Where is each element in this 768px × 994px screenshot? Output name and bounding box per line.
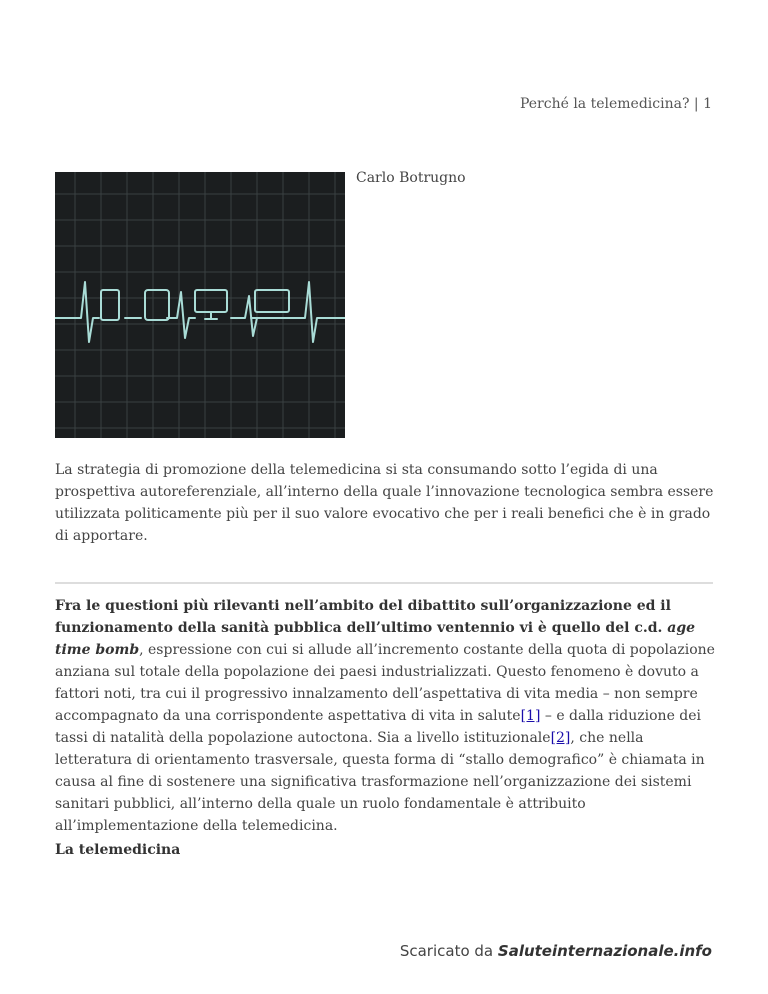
lead-bold-text: Fra le questioni più rilevanti nell’ambito del dibattito sull’organizzazione ed il funzionamento della sanità pubblica dell’ultimo ventennio vi è quello del c.d. — [55, 598, 671, 636]
body-text-part1: , espressione con cui si allude all’incremento costante della quota di popolazione anziana sul totale della popolazione dei paesi industrializzati. Questo fenomeno è dovuto a fattori noti, tra cui il progressivo innalzamento dell’aspettativa di vita media – non sempre accompagnato da una corrispondente aspettativa di vita in salute — [55, 642, 715, 724]
footnote-link-1[interactable]: [1] — [520, 708, 541, 724]
footer-site-name: Saluteinternazionale.info — [497, 942, 712, 960]
body-text-part3: , che nella letteratura di orientamento trasversale, questa forma di “stallo demografico” è chiamata in causa al fine di sostenere una significativa trasformazione nell’organizzazione dei sistemi sanitari pubblici, all’interno della quale un ruolo fondamentale è attribuito all’implementazione della telemedicina. — [55, 730, 705, 834]
section-subheading: La telemedicina — [55, 842, 181, 858]
body-paragraph — [55, 595, 717, 837]
intro-paragraph: La strategia di promozione della telemedicina si sta consumando sotto l’egida di una prospettiva autoreferenziale, all’interno della quale l’innovazione tecnologica sembra essere utilizzata politicamente più per il suo valore evocativo che per i reali benefici che è in grado di apportare. — [55, 462, 714, 544]
lead-bold-italic-text: age time bomb — [55, 620, 696, 658]
page-footer — [400, 942, 712, 960]
page-header: Perché la telemedicina? | 1 — [519, 96, 712, 112]
footnote-link-2[interactable]: [2] — [550, 730, 571, 746]
body-text-part2: – e dalla riduzione dei tassi di natalità della popolazione autoctona. Sia a livello istituzionale — [55, 708, 702, 746]
footer-prefix: Scaricato da — [399, 942, 498, 960]
heartbeat-devices-icon — [55, 172, 345, 438]
section-divider — [55, 582, 713, 584]
author-name: Carlo Botrugno — [356, 170, 466, 186]
heartbeat-devices-image — [55, 172, 345, 438]
